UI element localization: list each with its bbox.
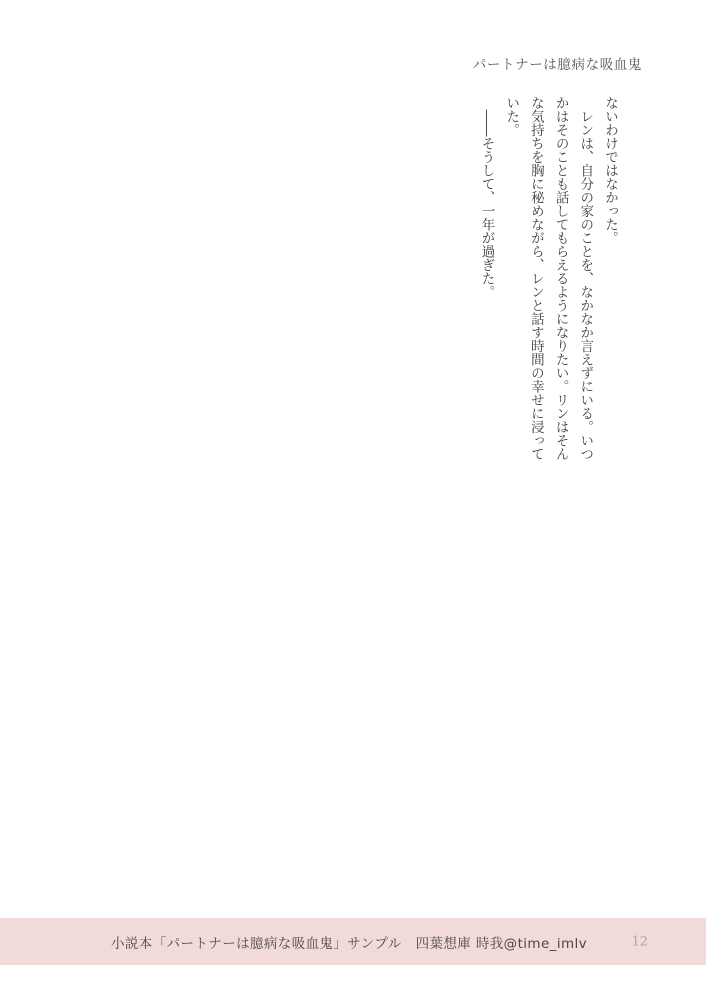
running-head-title: パートナーは臆病な吸血鬼: [472, 57, 642, 73]
vertical-body-text: [474, 96, 622, 470]
body-paragraph: レンは、自分の家のことを、なかなか言えずにいる。いつかはそのことも話してもらえるようになりたい。リンはそんな気持ちを胸に秘めながら、レンと話す時間の幸せに浸っていた。: [503, 96, 594, 461]
page-number: 12: [631, 934, 648, 949]
footer-band: [0, 918, 706, 965]
footer-colophon: 小説本「パートナーは臆病な吸血鬼」サンプル 四葉想庫 時我@time_imlv: [111, 935, 588, 952]
body-paragraph: ないわけではなかった。: [602, 96, 618, 245]
body-paragraph: ――そうして、一年が過ぎた。: [478, 96, 495, 299]
